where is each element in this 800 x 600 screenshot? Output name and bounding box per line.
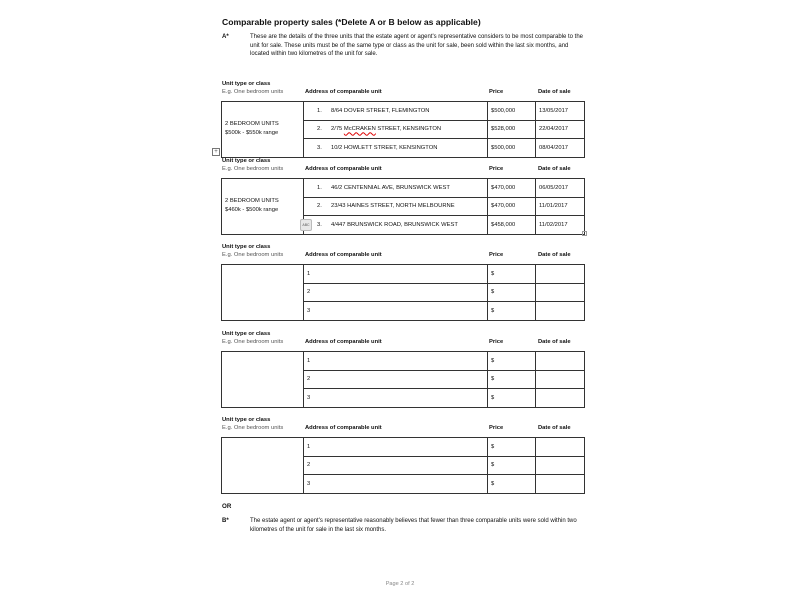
price-cell[interactable]: $528,000 <box>488 120 536 139</box>
address-value: 8/64 DOVER STREET, FLEMINGTON <box>331 107 430 114</box>
unit-type-hint: E.g. One bedroom units <box>222 424 284 431</box>
date-cell[interactable] <box>536 475 585 494</box>
address-cell[interactable]: 1 <box>304 438 488 457</box>
section-header <box>221 331 584 351</box>
comparable-section-2 <box>221 158 584 235</box>
date-column-header: Date of sale <box>538 165 571 172</box>
price-column-header: Price <box>489 88 504 95</box>
paragraph-a-text: These are the details of the three units that the estate agent or agent's representative considers to be most comparable to the unit for sale. These units must be of the same type or class as the unit for sale, been sold within the last six months, and located within two kilometres of the unit for sale. <box>250 34 584 58</box>
address-cell[interactable]: 2 <box>304 456 488 475</box>
comparable-table <box>221 351 585 408</box>
unit-type-hint: E.g. One bedroom units <box>222 165 284 172</box>
date-cell[interactable] <box>536 438 585 457</box>
page-footer: Page 2 of 2 <box>385 581 415 587</box>
comparable-section-5 <box>221 417 584 494</box>
comparable-section-3 <box>221 244 584 321</box>
unit-type-label: Unit type or class <box>222 244 271 250</box>
date-column-header: Date of sale <box>538 88 571 95</box>
comparable-section-4 <box>221 331 584 408</box>
date-cell[interactable] <box>536 389 585 408</box>
unit-type-cell[interactable] <box>222 438 304 494</box>
unit-type-label: Unit type or class <box>222 417 271 423</box>
table-move-handle-icon[interactable]: + <box>212 148 220 156</box>
paragraph-a-marker: A* <box>222 34 229 40</box>
date-cell[interactable] <box>536 456 585 475</box>
unit-range-value: $460k - $500k range <box>225 207 279 214</box>
row-number: 3. <box>317 221 322 228</box>
date-cell[interactable] <box>536 370 585 389</box>
address-cell[interactable] <box>304 179 488 198</box>
price-cell[interactable]: $470,000 <box>488 179 536 198</box>
date-cell[interactable]: 11/02/2017 <box>536 216 585 235</box>
address-column-header: Address of comparable unit <box>305 424 382 431</box>
comparable-table <box>221 264 585 321</box>
or-label: OR <box>222 503 232 510</box>
date-cell[interactable]: 06/05/2017 <box>536 179 585 198</box>
section-header <box>221 158 584 178</box>
spellcheck-icon[interactable]: ABC <box>300 219 312 231</box>
price-cell[interactable]: $ <box>488 302 536 321</box>
address-cell[interactable]: 1 <box>304 265 488 284</box>
address-value: 46/2 CENTENNIAL AVE, BRUNSWICK WEST <box>331 184 450 191</box>
price-cell[interactable]: $ <box>488 456 536 475</box>
date-column-header: Date of sale <box>538 251 571 258</box>
row-number: 3. <box>317 144 322 151</box>
unit-type-cell[interactable] <box>222 352 304 408</box>
unit-type-hint: E.g. One bedroom units <box>222 251 284 258</box>
comparable-table <box>221 437 585 494</box>
address-column-header: Address of comparable unit <box>305 251 382 258</box>
date-column-header: Date of sale <box>538 338 571 345</box>
address-value-start: 2/75 <box>331 126 344 133</box>
unit-type-value: 2 BEDROOM UNITS <box>225 198 279 205</box>
row-number: 1. <box>317 184 322 191</box>
paragraph-b-text: The estate agent or agent's representative reasonably believes that fewer than three comparable units were sold within two kilometres of the unit for sale in the last six months. <box>250 518 577 533</box>
date-cell[interactable]: 11/01/2017 <box>536 197 585 216</box>
date-cell[interactable] <box>536 352 585 371</box>
price-column-header: Price <box>489 338 504 345</box>
address-value: 10/2 HOWLETT STREET, KENSINGTON <box>331 144 438 151</box>
address-cell[interactable]: 3 <box>304 389 488 408</box>
address-cell[interactable] <box>304 139 488 158</box>
address-cell[interactable]: 3 <box>304 302 488 321</box>
price-column-header: Price <box>489 424 504 431</box>
unit-type-value: 2 BEDROOM UNITS <box>225 121 279 128</box>
date-cell[interactable] <box>536 302 585 321</box>
misspelled-word[interactable]: McCRAKEN <box>343 126 376 133</box>
unit-type-label: Unit type or class <box>222 331 271 337</box>
address-cell[interactable]: 3 <box>304 475 488 494</box>
date-column-header: Date of sale <box>538 424 571 431</box>
price-cell[interactable]: $ <box>488 438 536 457</box>
comparable-table <box>221 101 585 158</box>
unit-type-cell[interactable] <box>222 265 304 321</box>
date-cell[interactable]: 22/04/2017 <box>536 120 585 139</box>
table-row <box>222 438 585 457</box>
date-cell[interactable]: 13/05/2017 <box>536 102 585 121</box>
unit-type-hint: E.g. One bedroom units <box>222 88 284 95</box>
price-cell[interactable]: $ <box>488 389 536 408</box>
address-cell[interactable]: 2 <box>304 370 488 389</box>
table-resize-handle-icon[interactable] <box>582 231 587 236</box>
unit-type-label: Unit type or class <box>222 81 271 87</box>
row-number: 1. <box>317 107 322 114</box>
section-header <box>221 244 584 264</box>
row-number: 2. <box>317 126 322 133</box>
address-cell[interactable] <box>304 216 488 235</box>
page-title: Comparable property sales (*Delete A or B below as applicable) <box>222 17 481 27</box>
address-cell[interactable] <box>304 120 488 139</box>
date-cell[interactable]: 08/04/2017 <box>536 139 585 158</box>
unit-type-cell[interactable] <box>222 102 304 158</box>
address-cell[interactable]: 2 <box>304 283 488 302</box>
date-cell[interactable] <box>536 283 585 302</box>
unit-type-hint: E.g. One bedroom units <box>222 338 284 345</box>
table-row <box>222 102 585 121</box>
paragraph-b-marker: B* <box>222 518 229 524</box>
address-column-header: Address of comparable unit <box>305 88 382 95</box>
price-cell[interactable]: $500,000 <box>488 139 536 158</box>
address-cell[interactable] <box>304 102 488 121</box>
price-cell[interactable]: $ <box>488 265 536 284</box>
section-header <box>221 81 584 101</box>
table-row <box>222 352 585 371</box>
price-cell[interactable]: $ <box>488 370 536 389</box>
price-cell[interactable]: $470,000 <box>488 197 536 216</box>
address-value: 23/43 HAINES STREET, NORTH MELBOURNE <box>331 203 455 210</box>
comparable-section-1 <box>221 81 584 158</box>
address-cell[interactable]: 1 <box>304 352 488 371</box>
price-cell[interactable]: $458,000 <box>488 216 536 235</box>
price-cell[interactable]: $500,000 <box>488 102 536 121</box>
address-column-header: Address of comparable unit <box>305 165 382 172</box>
address-cell[interactable] <box>304 197 488 216</box>
unit-type-label: Unit type or class <box>222 158 271 164</box>
address-column-header: Address of comparable unit <box>305 338 382 345</box>
row-number: 2. <box>317 203 322 210</box>
price-column-header: Price <box>489 165 504 172</box>
section-header <box>221 417 584 437</box>
date-cell[interactable] <box>536 265 585 284</box>
price-cell[interactable]: $ <box>488 352 536 371</box>
unit-range-value: $500k - $550k range <box>225 130 279 137</box>
comparable-table <box>221 178 585 235</box>
table-row <box>222 179 585 198</box>
price-cell[interactable]: $ <box>488 475 536 494</box>
address-value: 4/447 BRUNSWICK ROAD, BRUNSWICK WEST <box>331 221 458 228</box>
price-cell[interactable]: $ <box>488 283 536 302</box>
address-value-end: STREET, KENSINGTON <box>375 126 442 133</box>
unit-type-cell[interactable] <box>222 179 304 235</box>
price-column-header: Price <box>489 251 504 258</box>
table-row <box>222 265 585 284</box>
